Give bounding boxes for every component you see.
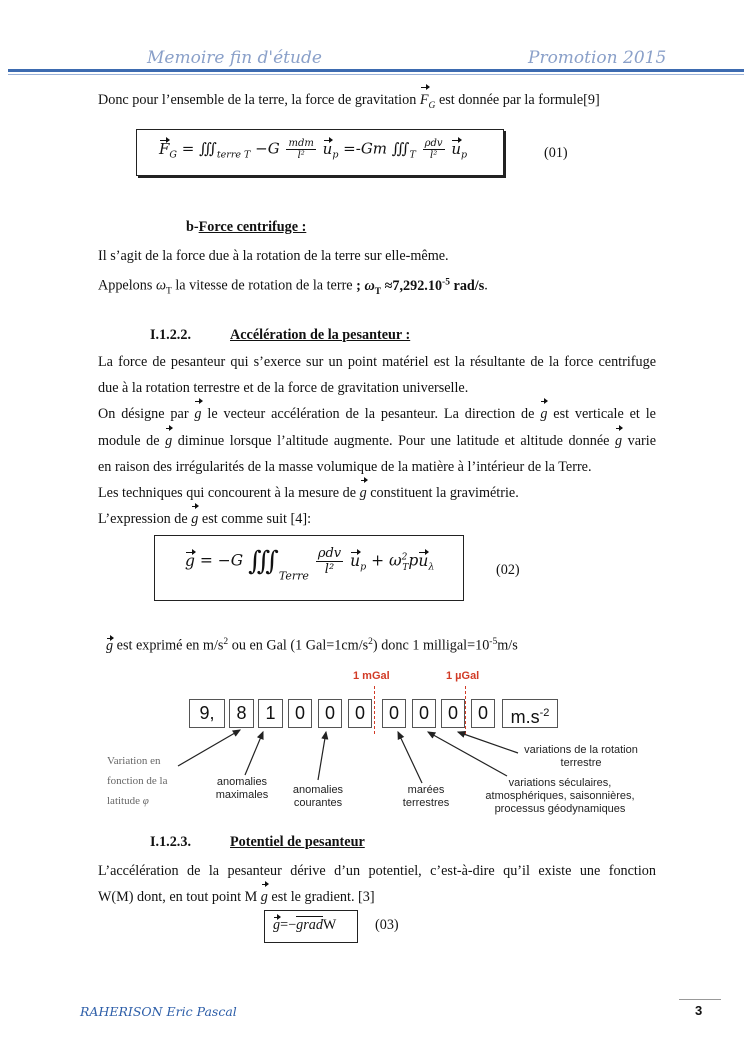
marker-mgal-label: 1 mGal xyxy=(353,670,390,682)
equation-01: $F_G$ = $∭_{terre T} -G$ $\frac{\text{mdm}}{\text{l²}}$ $u_p =-Gm$ $∭_T$ $\frac{\text{ρdv}}{\text{l²}}$ $u_p$ xyxy=(159,138,468,161)
arrow-rotation xyxy=(458,732,518,753)
g-line-1: On désigne par g le vecteur accélération de la pesanteur. La direction de g est verticale et le xyxy=(98,401,656,427)
equation-01-number: (01) xyxy=(544,145,568,161)
potentiel-line-2: W(M) dont, en tout point M g est le gradient. [3] xyxy=(98,884,656,910)
digit-cell: 0 xyxy=(382,699,406,728)
potentiel-line-1: L’accélération de la pesanteur dérive d’un potentiel, c’est-à-dire qu’il existe une fonction xyxy=(98,863,656,879)
centrifuge-line-2: Appelons $\omega_T$ la vitesse de rotation de la terre ; $\omega_T \approx 7,292.10^{-5}$ rad/s. xyxy=(98,277,488,297)
units-line: g est exprimé en $m/s^2$ ou en Gal (1 $Gal=1cm/s^2$) donc 1 $milligal=10^{-5}m/s$ xyxy=(106,637,518,654)
digit-cell: 9, xyxy=(189,699,225,728)
pesanteur-line-2: due à la rotation terrestre et de la force de gravitation universelle. xyxy=(98,380,469,396)
header-left: Memoire fin d'étude xyxy=(147,48,322,68)
arrow-seculaires xyxy=(428,732,507,776)
pesanteur-line-1: La force de pesanteur qui s’exerce sur un point matériel est la résultante de la force centrifuge xyxy=(98,354,656,370)
header-right: Promotion 2015 xyxy=(528,48,667,68)
section-b-heading: b-Force centrifuge : xyxy=(186,219,307,235)
marker-ugal-label: 1 µGal xyxy=(446,670,480,682)
label-anomalies-courantes: anomalies courantes xyxy=(292,784,344,809)
digit-cell: 1 xyxy=(258,699,283,728)
equation-03-number: (03) xyxy=(375,917,399,933)
digit-cell: 0 xyxy=(318,699,342,728)
label-seculaires: variations séculaires, atmosphériques, saisonnières, processus géodynamiques xyxy=(485,777,635,815)
digit-cell: 0 xyxy=(471,699,495,728)
arrow-latitude xyxy=(178,730,240,766)
section-123-number: I.1.2.3. xyxy=(150,834,191,850)
digit-cell: 0 xyxy=(348,699,372,728)
equation-03-box xyxy=(264,910,358,943)
page-number: 3 xyxy=(695,1003,703,1018)
footer-author: RAHERISON Eric Pascal xyxy=(80,1004,237,1019)
label-anomalies-maximales: anomalies maximales xyxy=(215,776,269,801)
equation-02-number: (02) xyxy=(496,562,520,578)
centrifuge-line-1: Il s’agit de la force due à la rotation de la terre sur elle-même. xyxy=(98,248,449,264)
label-marees-terrestres: marées terrestres xyxy=(402,784,450,809)
gravity-paragraph: Donc pour l’ensemble de la terre, la force de gravitation $F_G$ est donnée par la formule[9] xyxy=(98,87,656,119)
arrow-anomalies-cour xyxy=(318,732,326,780)
digit-cell: 0 xyxy=(441,699,465,728)
label-rotation: variations de la rotation terrestre xyxy=(524,744,638,769)
arrow-marees xyxy=(398,732,422,783)
g-line-3: en raison des irrégularités de la masse volumique de la matière à l’intérieur de la Terre. xyxy=(98,459,592,475)
section-122-title: Accélération de la pesanteur : xyxy=(230,327,411,343)
g-line-2: module de g diminue lorsque l’altitude augmente. Pour une latitude et altitude donnée g varie xyxy=(98,428,656,454)
unit-cell: $m.s^{-2}$ xyxy=(502,699,558,728)
section-123-title: Potentiel de pesanteur xyxy=(230,834,365,850)
g-line-4: Les techniques qui concourent à la mesure de g constituent la gravimétrie. xyxy=(98,480,656,506)
equation-02: g = −G $∭_{Terre}$ $\frac{\text{ρdv}}{\text{l²}}$ $u_p + \omega^2_Tpu_\lambda$ xyxy=(185,546,435,583)
g-line-5: L’expression de g est comme suit [4]: xyxy=(98,506,656,532)
digit-cell: 0 xyxy=(412,699,436,728)
latitude-note: Variation en fonction de la latitude φ xyxy=(107,755,168,807)
equation-03: g=−gradW xyxy=(273,917,337,933)
footer-page-rule xyxy=(679,999,721,1000)
digit-cell: 0 xyxy=(288,699,312,728)
section-122-number: I.1.2.2. xyxy=(150,327,191,343)
arrow-anomalies-max xyxy=(245,732,263,775)
digit-cell: 8 xyxy=(229,699,254,728)
